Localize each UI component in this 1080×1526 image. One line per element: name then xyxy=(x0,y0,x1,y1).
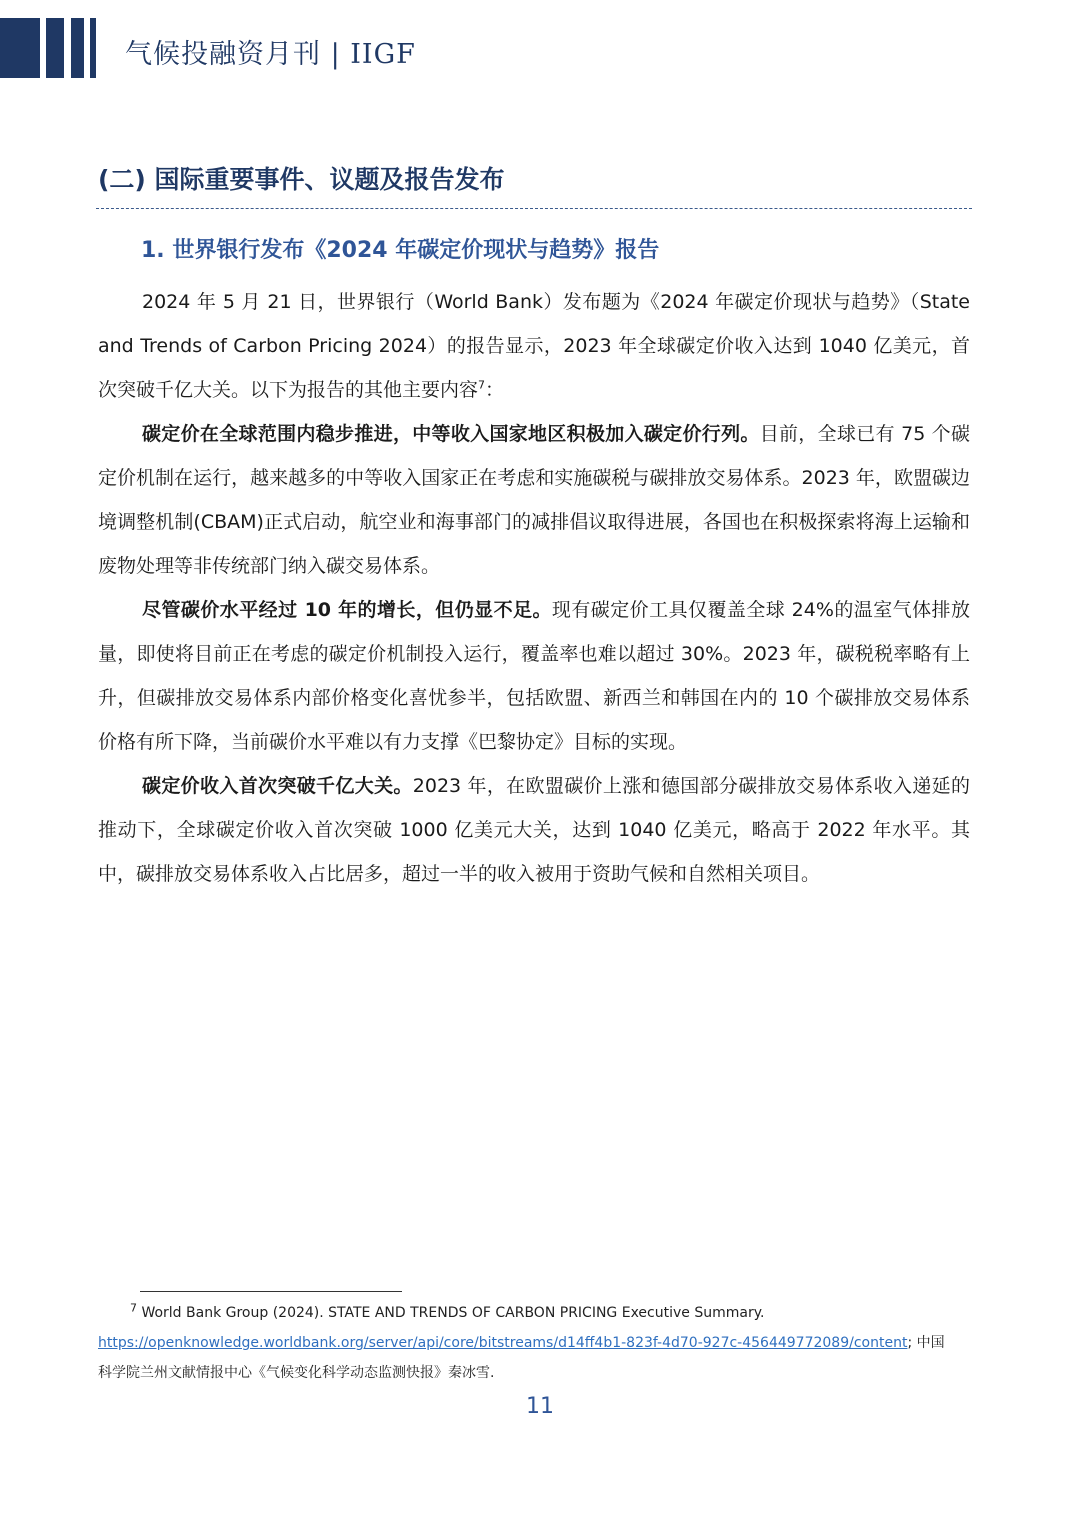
paragraph-lead: 碳定价收入首次突破千亿大关。 xyxy=(142,775,413,797)
footnote xyxy=(98,1298,970,1388)
footnote-ref[interactable]: 7 xyxy=(478,378,486,392)
footnote-link[interactable]: https://openknowledge.worldbank.org/server/api/core/bitstreams/d14ff4b1-823f-4d70-927c-456449772089/content xyxy=(98,1335,908,1351)
section-divider xyxy=(96,208,972,209)
paragraph xyxy=(98,280,970,412)
footnote-citation-text: World Bank Group (2024). STATE AND TRENDS OF CARBON PRICING Executive Summary. xyxy=(141,1305,765,1321)
paragraph xyxy=(98,764,970,896)
article-body xyxy=(98,280,970,896)
header-bar xyxy=(71,18,84,78)
paragraph-text: 2024 年 5 月 21 日，世界银行（World Bank）发布题为《2024 年碳定价现状与趋势》（State and Trends of Carbon Pricing 2024）的报告显示，2023 年全球碳定价收入达到 1040 亿美元，首次突破千亿大关。以下为报告的其他主要内容 xyxy=(98,291,970,401)
footnote-citation xyxy=(98,1298,970,1328)
paragraph-text: 目前，全球已有 75 个碳定价机制在运行，越来越多的中等收入国家正在考虑和实施碳税与碳排放交易体系。2023 年，欧盟碳边境调整机制(CBAM)正式启动，航空业和海事部门的减排倡议取得进展，各国也在积极探索将海上运输和废物处理等非传统部门纳入碳交易体系。 xyxy=(98,423,970,577)
section-heading: (二) 国际重要事件、议题及报告发布 xyxy=(98,165,505,194)
paragraph-lead: 尽管碳价水平经过 10 年的增长，但仍显不足。 xyxy=(142,599,552,621)
paragraph-text: 现有碳定价工具仅覆盖全球 24%的温室气体排放量，即使将目前正在考虑的碳定价机制投入运行，覆盖率也难以超过 30%。2023 年，碳税税率略有上升，但碳排放交易体系内部价格变化喜忧参半，包括欧盟、新西兰和韩国在内的 10 个碳排放交易体系价格有所下降，当前碳价水平难以有力支撑《巴黎协定》目标的实现。 xyxy=(98,599,970,753)
paragraph-text: 2023 年，在欧盟碳价上涨和德国部分碳排放交易体系收入递延的推动下，全球碳定价收入首次突破 1000 亿美元大关，达到 1040 亿美元，略高于 2022 年水平。其中，碳排放交易体系收入占比居多，超过一半的收入被用于资助气候和自然相关项目。 xyxy=(98,775,970,885)
header-bar xyxy=(0,18,40,78)
footnote-number: 7 xyxy=(130,1301,137,1315)
footnote-source-text: ; 中国 xyxy=(907,1335,945,1351)
header-bar xyxy=(46,18,64,78)
paragraph-lead: 碳定价在全球范围内稳步推进，中等收入国家地区积极加入碳定价行列。 xyxy=(142,423,760,445)
subsection-heading: 1. 世界银行发布《2024 年碳定价现状与趋势》报告 xyxy=(141,238,660,263)
footnote-divider xyxy=(140,1291,402,1292)
header-bar xyxy=(90,18,96,78)
publication-title: 气候投融资月刊 | IIGF xyxy=(125,39,416,70)
footnote-source xyxy=(98,1328,970,1358)
page-number: 11 xyxy=(526,1394,554,1419)
paragraph xyxy=(98,412,970,588)
paragraph-text: ： xyxy=(485,379,505,401)
footnote-source-line: 科学院兰州文献情报中心《气候变化科学动态监测快报》秦冰雪. xyxy=(98,1365,495,1381)
paragraph xyxy=(98,588,970,764)
